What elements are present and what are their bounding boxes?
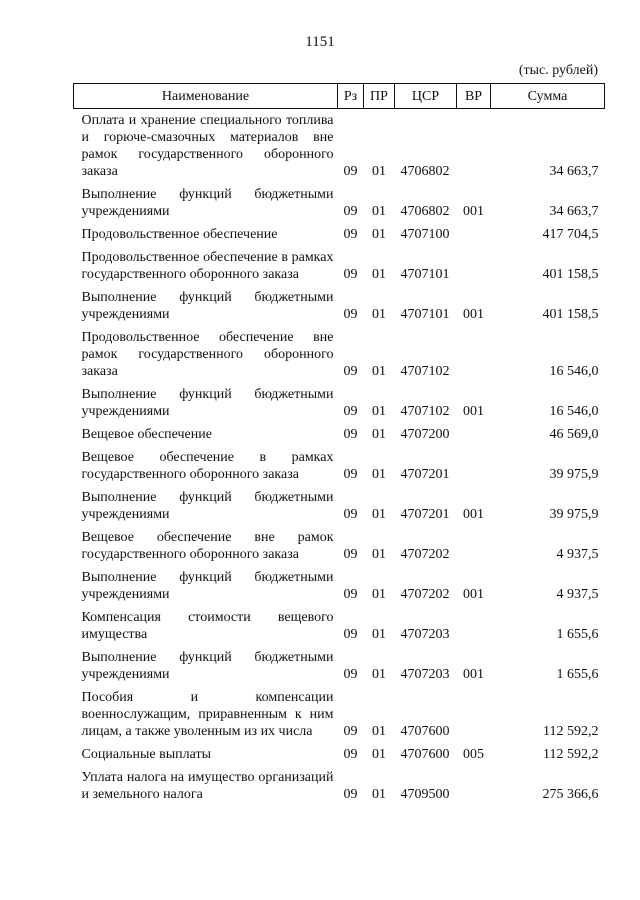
cell-rz: 09 xyxy=(343,547,358,562)
table-row xyxy=(74,326,605,383)
cell-sum: 4 937,5 xyxy=(556,587,599,602)
cell-pr: 01 xyxy=(372,404,386,419)
cell-name: Социальные выплаты xyxy=(81,747,212,762)
cell-csr: 4706802 xyxy=(400,164,450,179)
cell-rz: 09 xyxy=(343,587,358,602)
cell-csr: 4707203 xyxy=(400,627,450,642)
table-row xyxy=(74,286,605,326)
cell-csr: 4707102 xyxy=(400,364,450,379)
cell-name: Вещевое обеспечение xyxy=(81,427,212,442)
cell-vr xyxy=(457,109,491,184)
cell-vr: 001 xyxy=(463,404,484,419)
cell-vr: 001 xyxy=(463,667,484,682)
cell-rz: 09 xyxy=(343,427,358,442)
cell-name: Вещевое обеспечение в рамках государственного оборонного заказа xyxy=(81,450,334,482)
cell-sum: 34 663,7 xyxy=(549,164,599,179)
cell-vr: 001 xyxy=(463,587,484,602)
cell-rz: 09 xyxy=(343,667,358,682)
cell-sum: 4 937,5 xyxy=(556,547,599,562)
cell-pr: 01 xyxy=(372,787,386,802)
cell-pr: 01 xyxy=(372,747,386,762)
cell-vr: 001 xyxy=(463,204,484,219)
cell-csr: 4707102 xyxy=(400,404,450,419)
cell-csr: 4707101 xyxy=(400,267,450,282)
table-row xyxy=(74,486,605,526)
cell-name: Продовольственное обеспечение xyxy=(81,227,278,242)
cell-rz: 09 xyxy=(343,364,358,379)
table-row xyxy=(74,743,605,766)
table-row xyxy=(74,526,605,566)
cell-name: Продовольственное обеспечение в рамках государственного оборонного заказа xyxy=(81,250,334,282)
table-row xyxy=(74,766,605,806)
cell-sum: 112 592,2 xyxy=(543,724,599,739)
cell-vr xyxy=(457,606,491,646)
cell-pr: 01 xyxy=(372,547,386,562)
cell-name: Выполнение функций бюджетными учреждениями xyxy=(81,187,334,219)
cell-csr: 4706802 xyxy=(400,204,450,219)
cell-pr: 01 xyxy=(372,467,386,482)
cell-vr xyxy=(457,446,491,486)
cell-vr xyxy=(457,246,491,286)
page-number: 1151 xyxy=(305,34,335,50)
cell-vr xyxy=(457,526,491,566)
cell-name: Вещевое обеспечение вне рамок государственного оборонного заказа xyxy=(81,530,334,562)
cell-csr: 4707202 xyxy=(400,547,450,562)
cell-vr xyxy=(457,326,491,383)
cell-name: Компенсация стоимости вещевого имущества xyxy=(81,610,334,642)
table-row xyxy=(74,383,605,423)
cell-vr: 001 xyxy=(463,507,484,522)
cell-pr: 01 xyxy=(372,627,386,642)
cell-csr: 4707202 xyxy=(400,587,450,602)
cell-rz: 09 xyxy=(343,164,358,179)
cell-csr: 4707201 xyxy=(400,467,450,482)
cell-pr: 01 xyxy=(372,427,386,442)
cell-sum: 112 592,2 xyxy=(543,747,599,762)
cell-rz: 09 xyxy=(343,467,358,482)
cell-rz: 09 xyxy=(343,307,358,322)
cell-rz: 09 xyxy=(343,267,358,282)
cell-csr: 4707200 xyxy=(400,427,450,442)
cell-name: Продовольственное обеспечение вне рамок государственного оборонного заказа xyxy=(81,330,334,379)
cell-sum: 16 546,0 xyxy=(549,364,599,379)
cell-name: Выполнение функций бюджетными учреждениями xyxy=(81,650,334,682)
cell-vr xyxy=(457,423,491,446)
header-name: Наименование xyxy=(74,84,338,109)
table-row xyxy=(74,686,605,743)
cell-sum: 1 655,6 xyxy=(556,667,599,682)
cell-csr: 4707600 xyxy=(400,747,450,762)
cell-rz: 09 xyxy=(343,404,358,419)
cell-vr: 001 xyxy=(463,307,484,322)
cell-csr: 4707600 xyxy=(400,724,450,739)
table-row xyxy=(74,423,605,446)
table-row xyxy=(74,246,605,286)
table-header xyxy=(74,84,605,109)
header-row xyxy=(74,84,605,109)
cell-rz: 09 xyxy=(343,627,358,642)
table-row xyxy=(74,109,605,184)
cell-sum: 16 546,0 xyxy=(549,404,599,419)
budget-table xyxy=(73,83,605,806)
cell-vr xyxy=(457,223,491,246)
table-row xyxy=(74,606,605,646)
cell-name: Выполнение функций бюджетными учреждениями xyxy=(81,290,334,322)
cell-sum: 46 569,0 xyxy=(549,427,599,442)
cell-csr: 4707203 xyxy=(400,667,450,682)
table-row xyxy=(74,646,605,686)
table-row xyxy=(74,223,605,246)
cell-sum: 275 366,6 xyxy=(542,787,599,802)
cell-vr xyxy=(457,766,491,806)
cell-name: Оплата и хранение специального топлива и горюче-смазочных материалов вне рамок государственного оборонного заказа xyxy=(81,113,334,179)
header-rz: Рз xyxy=(338,84,364,109)
cell-csr: 4707101 xyxy=(400,307,450,322)
header-sum: Сумма xyxy=(491,84,605,109)
table-row xyxy=(74,183,605,223)
header-csr: ЦСР xyxy=(395,84,457,109)
cell-pr: 01 xyxy=(372,204,386,219)
table-body xyxy=(74,109,605,807)
cell-rz: 09 xyxy=(343,747,358,762)
cell-name: Выполнение функций бюджетными учреждениями xyxy=(81,490,334,522)
header-pr: ПР xyxy=(364,84,395,109)
table-row xyxy=(74,446,605,486)
cell-pr: 01 xyxy=(372,364,386,379)
header-vr: ВР xyxy=(457,84,491,109)
cell-rz: 09 xyxy=(343,787,358,802)
cell-name: Выполнение функций бюджетными учреждениями xyxy=(81,387,334,419)
cell-sum: 34 663,7 xyxy=(549,204,599,219)
cell-pr: 01 xyxy=(372,307,386,322)
cell-pr: 01 xyxy=(372,164,386,179)
cell-sum: 417 704,5 xyxy=(542,227,599,242)
cell-csr: 4707100 xyxy=(400,227,450,242)
cell-name: Выполнение функций бюджетными учреждениями xyxy=(81,570,334,602)
cell-sum: 401 158,5 xyxy=(542,307,599,322)
cell-sum: 39 975,9 xyxy=(549,467,599,482)
cell-pr: 01 xyxy=(372,267,386,282)
cell-name: Пособия и компенсации военнослужащим, приравненным к ним лицам, а также уволенным из их числа xyxy=(81,690,334,739)
cell-rz: 09 xyxy=(343,724,358,739)
cell-rz: 09 xyxy=(343,227,358,242)
cell-vr xyxy=(457,686,491,743)
cell-pr: 01 xyxy=(372,667,386,682)
cell-rz: 09 xyxy=(343,204,358,219)
cell-vr: 005 xyxy=(463,747,484,762)
cell-rz: 09 xyxy=(343,507,358,522)
cell-csr: 4709500 xyxy=(400,787,450,802)
cell-sum: 1 655,6 xyxy=(556,627,599,642)
cell-pr: 01 xyxy=(372,587,386,602)
table-row xyxy=(74,566,605,606)
cell-sum: 401 158,5 xyxy=(542,267,599,282)
cell-name: Уплата налога на имущество организаций и земельного налога xyxy=(81,770,334,802)
cell-csr: 4707201 xyxy=(400,507,450,522)
cell-pr: 01 xyxy=(372,724,386,739)
cell-sum: 39 975,9 xyxy=(549,507,599,522)
cell-pr: 01 xyxy=(372,227,386,242)
cell-pr: 01 xyxy=(372,507,386,522)
units-label: (тыс. рублей) xyxy=(518,63,598,78)
